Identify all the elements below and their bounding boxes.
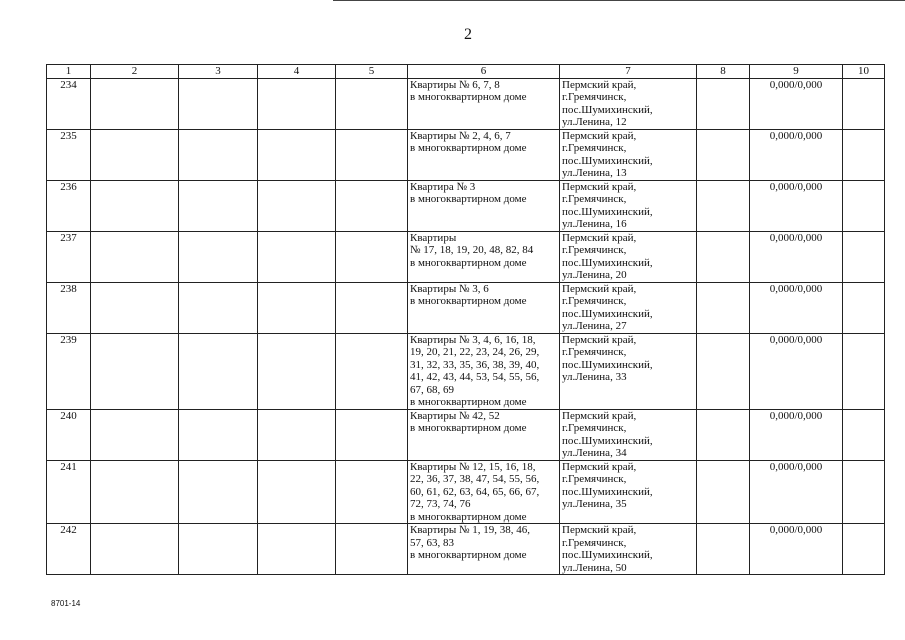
empty-cell	[179, 231, 258, 282]
empty-cell	[843, 333, 885, 409]
register-table	[46, 64, 885, 575]
empty-cell	[258, 180, 336, 231]
object-address: Пермский край, г.Гремячинск, пос.Шумихинский, ул.Ленина, 50	[560, 524, 697, 575]
empty-cell	[697, 524, 750, 575]
empty-cell	[91, 333, 179, 409]
object-address: Пермский край, г.Гремячинск, пос.Шумихинский, ул.Ленина, 33	[560, 333, 697, 409]
empty-cell	[843, 460, 885, 524]
row-number: 239	[47, 333, 91, 409]
column-header: 7	[560, 65, 697, 79]
empty-cell	[336, 524, 408, 575]
object-address: Пермский край, г.Гремячинск, пос.Шумихинский, ул.Ленина, 12	[560, 78, 697, 129]
empty-cell	[336, 333, 408, 409]
empty-cell	[336, 129, 408, 180]
empty-cell	[179, 180, 258, 231]
row-number: 236	[47, 180, 91, 231]
empty-cell	[843, 78, 885, 129]
empty-cell	[697, 129, 750, 180]
table-row	[47, 460, 885, 524]
table-row	[47, 524, 885, 575]
empty-cell	[179, 409, 258, 460]
object-description: Квартиры № 42, 52 в многоквартирном доме	[408, 409, 560, 460]
value-cell: 0,000/0,000	[750, 460, 843, 524]
empty-cell	[336, 180, 408, 231]
empty-cell	[336, 460, 408, 524]
empty-cell	[91, 180, 179, 231]
column-header: 5	[336, 65, 408, 79]
empty-cell	[179, 460, 258, 524]
object-address: Пермский край, г.Гремячинск, пос.Шумихинский, ул.Ленина, 35	[560, 460, 697, 524]
empty-cell	[697, 409, 750, 460]
empty-cell	[179, 282, 258, 333]
empty-cell	[336, 78, 408, 129]
empty-cell	[258, 409, 336, 460]
empty-cell	[697, 460, 750, 524]
table-row	[47, 129, 885, 180]
object-description: Квартиры № 2, 4, 6, 7 в многоквартирном доме	[408, 129, 560, 180]
empty-cell	[697, 231, 750, 282]
empty-cell	[91, 524, 179, 575]
document-code: 8701-14	[51, 599, 81, 608]
row-number: 242	[47, 524, 91, 575]
row-number: 241	[47, 460, 91, 524]
object-address: Пермский край, г.Гремячинск, пос.Шумихинский, ул.Ленина, 27	[560, 282, 697, 333]
row-number: 235	[47, 129, 91, 180]
table-header-row	[47, 65, 885, 79]
empty-cell	[336, 231, 408, 282]
column-header: 10	[843, 65, 885, 79]
empty-cell	[843, 524, 885, 575]
empty-cell	[843, 282, 885, 333]
table-row	[47, 333, 885, 409]
empty-cell	[91, 78, 179, 129]
object-description: Квартиры № 12, 15, 16, 18, 22, 36, 37, 38, 47, 54, 55, 56, 60, 61, 62, 63, 64, 65, 66, 67, 72, 73, 74, 76 в многоквартирном доме	[408, 460, 560, 524]
table-row	[47, 78, 885, 129]
row-number: 238	[47, 282, 91, 333]
table-row	[47, 282, 885, 333]
empty-cell	[258, 129, 336, 180]
empty-cell	[336, 409, 408, 460]
value-cell: 0,000/0,000	[750, 180, 843, 231]
column-header: 2	[91, 65, 179, 79]
empty-cell	[179, 333, 258, 409]
object-description: Квартиры № 3, 6 в многоквартирном доме	[408, 282, 560, 333]
table-row	[47, 409, 885, 460]
empty-cell	[697, 78, 750, 129]
row-number: 240	[47, 409, 91, 460]
value-cell: 0,000/0,000	[750, 409, 843, 460]
top-rule	[333, 0, 905, 1]
empty-cell	[843, 231, 885, 282]
object-description: Квартиры № 3, 4, 6, 16, 18, 19, 20, 21, 22, 23, 24, 26, 29, 31, 32, 33, 35, 36, 38, 39, 40, 41, 42, 43, 44, 53, 54, 55, 56, 67, 68, 69 в многоквартирном доме	[408, 333, 560, 409]
empty-cell	[179, 78, 258, 129]
value-cell: 0,000/0,000	[750, 78, 843, 129]
empty-cell	[697, 180, 750, 231]
column-header: 9	[750, 65, 843, 79]
empty-cell	[91, 129, 179, 180]
value-cell: 0,000/0,000	[750, 333, 843, 409]
table-row	[47, 231, 885, 282]
column-header: 1	[47, 65, 91, 79]
column-header: 6	[408, 65, 560, 79]
object-address: Пермский край, г.Гремячинск, пос.Шумихинский, ул.Ленина, 16	[560, 180, 697, 231]
row-number: 234	[47, 78, 91, 129]
empty-cell	[258, 333, 336, 409]
value-cell: 0,000/0,000	[750, 282, 843, 333]
column-header: 4	[258, 65, 336, 79]
object-description: Квартиры № 6, 7, 8 в многоквартирном доме	[408, 78, 560, 129]
page-number: 2	[464, 26, 472, 43]
object-description: Квартиры № 17, 18, 19, 20, 48, 82, 84 в многоквартирном доме	[408, 231, 560, 282]
empty-cell	[91, 231, 179, 282]
object-address: Пермский край, г.Гремячинск, пос.Шумихинский, ул.Ленина, 34	[560, 409, 697, 460]
empty-cell	[258, 460, 336, 524]
object-description: Квартиры № 1, 19, 38, 46, 57, 63, 83 в многоквартирном доме	[408, 524, 560, 575]
object-address: Пермский край, г.Гремячинск, пос.Шумихинский, ул.Ленина, 13	[560, 129, 697, 180]
empty-cell	[843, 129, 885, 180]
empty-cell	[179, 129, 258, 180]
value-cell: 0,000/0,000	[750, 129, 843, 180]
object-description: Квартира № 3 в многоквартирном доме	[408, 180, 560, 231]
empty-cell	[179, 524, 258, 575]
object-address: Пермский край, г.Гремячинск, пос.Шумихинский, ул.Ленина, 20	[560, 231, 697, 282]
empty-cell	[91, 460, 179, 524]
empty-cell	[258, 78, 336, 129]
empty-cell	[258, 282, 336, 333]
empty-cell	[258, 231, 336, 282]
empty-cell	[336, 282, 408, 333]
empty-cell	[91, 282, 179, 333]
table-row	[47, 180, 885, 231]
empty-cell	[843, 409, 885, 460]
value-cell: 0,000/0,000	[750, 231, 843, 282]
empty-cell	[258, 524, 336, 575]
empty-cell	[697, 333, 750, 409]
column-header: 3	[179, 65, 258, 79]
row-number: 237	[47, 231, 91, 282]
empty-cell	[843, 180, 885, 231]
column-header: 8	[697, 65, 750, 79]
value-cell: 0,000/0,000	[750, 524, 843, 575]
empty-cell	[91, 409, 179, 460]
empty-cell	[697, 282, 750, 333]
